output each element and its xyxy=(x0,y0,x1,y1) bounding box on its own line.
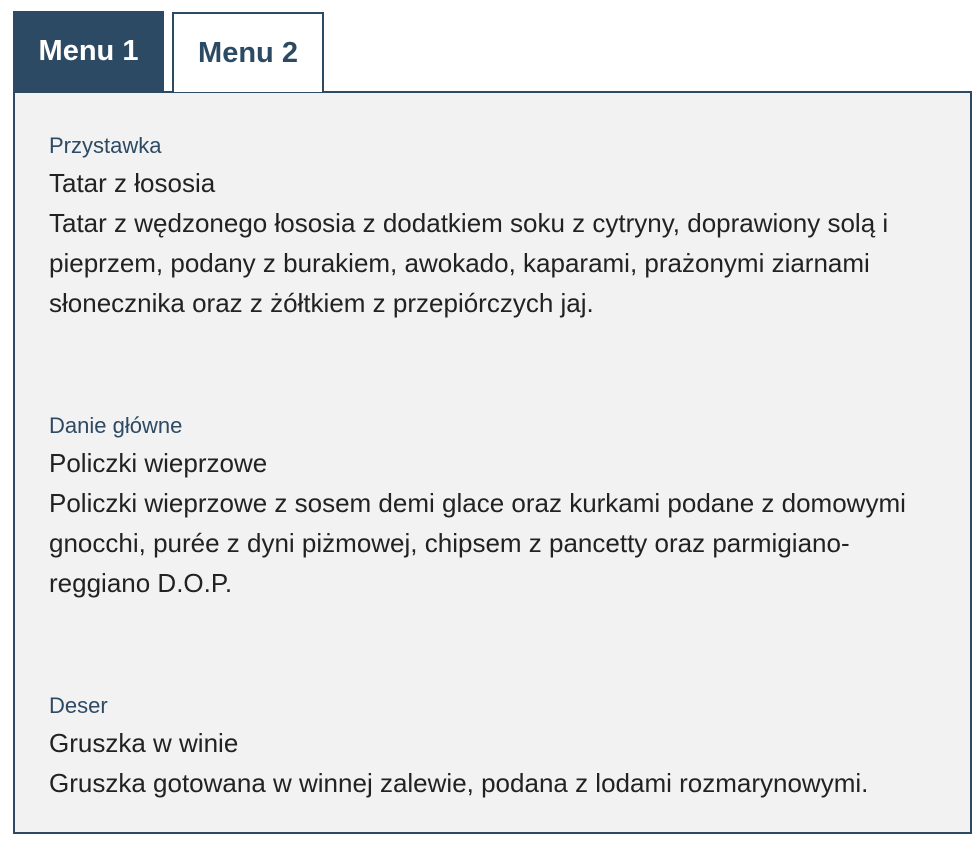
dish-name: Policzki wieprzowe xyxy=(49,448,268,478)
dish-description: Policzki wieprzowe z sosem demi glace oraz kurkami podane z domowymi gnocchi, purée z dyni piżmowej, chipsem z pancetty oraz parmigiano-reggiano D.O.P. xyxy=(49,488,906,598)
tab-menu-2-label: Menu 2 xyxy=(198,36,298,69)
tab-menu-1-label: Menu 1 xyxy=(38,35,139,67)
dish-name: Tatar z łososia xyxy=(49,168,216,198)
course-category: Danie główne xyxy=(49,413,183,438)
tab-menu-1[interactable] xyxy=(13,11,164,92)
course-category: Deser xyxy=(49,693,108,718)
menu-tabs xyxy=(13,11,324,92)
course-appetizer xyxy=(49,131,944,323)
dish-description: Gruszka gotowana w winnej zalewie, podana z lodami rozmarynowymi. xyxy=(49,768,869,798)
dish-name: Gruszka w winie xyxy=(49,728,239,758)
course-category: Przystawka xyxy=(49,133,162,158)
course-main xyxy=(49,411,944,603)
tab-menu-2[interactable] xyxy=(172,12,324,92)
course-dessert xyxy=(49,691,944,803)
menu-panel xyxy=(13,91,972,834)
dish-description: Tatar z wędzonego łososia z dodatkiem soku z cytryny, doprawiony solą i pieprzem, podany z burakiem, awokado, kaparami, prażonymi ziarnami słonecznika oraz z żółtkiem z przepiórczych jaj. xyxy=(49,208,889,318)
